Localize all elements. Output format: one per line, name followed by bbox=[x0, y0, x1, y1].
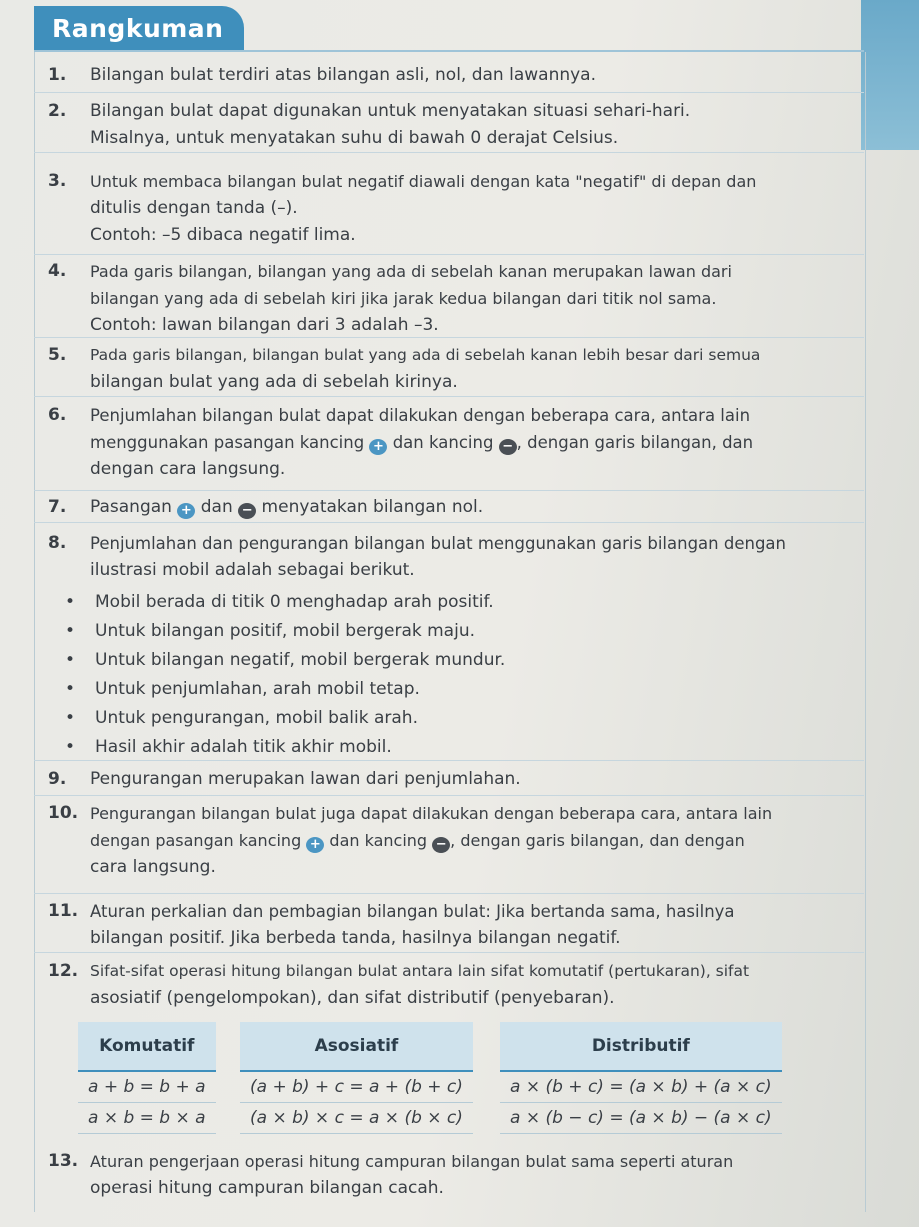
bullet-item: • Hasil akhir adalah titik akhir mobil. bbox=[95, 733, 505, 762]
item-text: Bilangan bulat dapat digunakan untuk menyatakan situasi sehari-hari. bbox=[90, 101, 691, 121]
item-text: dan kancing bbox=[329, 831, 428, 850]
item-text: menyatakan bilangan nol. bbox=[261, 497, 484, 517]
negative-chip-icon: − bbox=[432, 837, 450, 853]
item-text: Pengurangan merupakan lawan dari penjumlahan. bbox=[90, 769, 521, 789]
item-text: operasi hitung campuran bilangan cacah. bbox=[90, 1178, 444, 1198]
item-number: 8. bbox=[48, 533, 67, 553]
divider bbox=[34, 152, 864, 153]
bullet-list bbox=[95, 588, 505, 762]
table-cell: (a × b) × c = a × (b × c) bbox=[240, 1103, 473, 1134]
positive-chip-icon: + bbox=[306, 837, 324, 853]
divider bbox=[34, 893, 864, 894]
item-text: asosiatif (pengelompokan), dan sifat distributif (penyebaran). bbox=[90, 988, 615, 1008]
table-cell: a × b = b × a bbox=[78, 1103, 216, 1134]
item-text: Pasangan bbox=[90, 497, 172, 517]
item-text: bilangan positif. Jika berbeda tanda, hasilnya bilangan negatif. bbox=[90, 928, 621, 948]
associative-table bbox=[240, 1022, 473, 1134]
item-text: Untuk membaca bilangan bulat negatif diawali dengan kata "negatif" di depan dan bbox=[90, 172, 757, 191]
page-edge-tab bbox=[861, 0, 919, 150]
bullet-item: • Untuk bilangan negatif, mobil bergerak mundur. bbox=[95, 646, 505, 675]
item-text: ilustrasi mobil adalah sebagai berikut. bbox=[90, 560, 415, 580]
item-text: Bilangan bulat terdiri atas bilangan asli, nol, dan lawannya. bbox=[90, 65, 596, 85]
item-number: 2. bbox=[48, 101, 67, 121]
list-item bbox=[48, 98, 848, 152]
item-text: Penjumlahan bilangan bulat dapat dilakukan dengan beberapa cara, antara lain bbox=[90, 406, 751, 425]
divider bbox=[34, 254, 864, 255]
item-number: 6. bbox=[48, 405, 67, 425]
table-cell: a × (b + c) = (a × b) + (a × c) bbox=[500, 1071, 782, 1103]
item-number: 7. bbox=[48, 497, 67, 517]
table-cell: a × (b − c) = (a × b) − (a × c) bbox=[500, 1103, 782, 1134]
item-text: Pada garis bilangan, bilangan yang ada di sebelah kanan merupakan lawan dari bbox=[90, 262, 732, 281]
item-number: 3. bbox=[48, 171, 67, 191]
bullet-item: • Untuk penjumlahan, arah mobil tetap. bbox=[95, 675, 505, 704]
negative-chip-icon: − bbox=[238, 503, 256, 519]
item-text: , dengan garis bilangan, dan bbox=[516, 433, 754, 452]
item-text: menggunakan pasangan kancing bbox=[90, 433, 365, 452]
divider bbox=[34, 490, 864, 491]
list-item bbox=[48, 898, 848, 952]
distributive-table bbox=[500, 1022, 782, 1134]
item-text: Aturan pengerjaan operasi hitung campuran bilangan bulat sama seperti aturan bbox=[90, 1152, 734, 1171]
item-text: bilangan bulat yang ada di sebelah kirinya. bbox=[90, 372, 458, 392]
table-header: Distributif bbox=[500, 1022, 782, 1071]
item-text: dan bbox=[200, 497, 233, 517]
list-item bbox=[48, 62, 848, 89]
item-text: cara langsung. bbox=[90, 857, 216, 877]
list-item bbox=[48, 1148, 848, 1202]
table-cell: a + b = b + a bbox=[78, 1071, 216, 1103]
page-title: Rangkuman bbox=[52, 14, 224, 43]
list-item bbox=[48, 530, 848, 584]
item-number: 12. bbox=[48, 961, 79, 981]
negative-chip-icon: − bbox=[499, 439, 517, 455]
item-text: dan kancing bbox=[392, 433, 494, 452]
list-item bbox=[48, 958, 848, 1012]
item-text: dengan cara langsung. bbox=[90, 459, 286, 479]
item-number: 5. bbox=[48, 345, 67, 365]
positive-chip-icon: + bbox=[369, 439, 387, 455]
item-number: 4. bbox=[48, 261, 67, 281]
item-text: Contoh: –5 dibaca negatif lima. bbox=[90, 225, 356, 245]
divider bbox=[34, 92, 864, 93]
table-cell: (a + b) + c = a + (b + c) bbox=[240, 1071, 473, 1103]
item-text: dengan pasangan kancing bbox=[90, 831, 302, 850]
commutative-table bbox=[78, 1022, 216, 1134]
item-text: , dengan garis bilangan, dan dengan bbox=[450, 831, 745, 850]
item-number: 10. bbox=[48, 803, 79, 823]
positive-chip-icon: + bbox=[177, 503, 195, 519]
item-text: Contoh: lawan bilangan dari 3 adalah –3. bbox=[90, 315, 439, 335]
list-item bbox=[48, 258, 848, 339]
item-number: 13. bbox=[48, 1151, 79, 1171]
list-item bbox=[48, 168, 848, 249]
table-header: Komutatif bbox=[78, 1022, 216, 1071]
item-text: Penjumlahan dan pengurangan bilangan bulat menggunakan garis bilangan dengan bbox=[90, 534, 786, 553]
item-number: 1. bbox=[48, 65, 67, 85]
bullet-item: • Untuk pengurangan, mobil balik arah. bbox=[95, 704, 505, 733]
item-text: Misalnya, untuk menyatakan suhu di bawah 0 derajat Celsius. bbox=[90, 128, 619, 148]
item-text: Sifat-sifat operasi hitung bilangan bulat antara lain sifat komutatif (pertukaran), sifat bbox=[90, 962, 750, 980]
item-text: Pada garis bilangan, bilangan bulat yang ada di sebelah kanan lebih besar dari semua bbox=[90, 346, 761, 364]
list-item bbox=[48, 766, 848, 793]
list-item bbox=[48, 494, 848, 521]
list-item bbox=[48, 342, 848, 396]
item-number: 11. bbox=[48, 901, 79, 921]
divider bbox=[34, 522, 864, 523]
divider bbox=[34, 396, 864, 397]
divider bbox=[34, 952, 864, 953]
list-item bbox=[48, 800, 848, 881]
item-text: ditulis dengan tanda (–). bbox=[90, 198, 298, 218]
list-item bbox=[48, 402, 848, 483]
divider bbox=[34, 795, 864, 796]
item-text: Aturan perkalian dan pembagian bilangan bulat: Jika bertanda sama, hasilnya bbox=[90, 902, 735, 921]
item-number: 9. bbox=[48, 769, 67, 789]
bullet-item: • Mobil berada di titik 0 menghadap arah positif. bbox=[95, 588, 505, 617]
item-text: Pengurangan bilangan bulat juga dapat dilakukan dengan beberapa cara, antara lain bbox=[90, 804, 773, 823]
item-text: bilangan yang ada di sebelah kiri jika jarak kedua bilangan dari titik nol sama. bbox=[90, 289, 717, 308]
table-header: Asosiatif bbox=[240, 1022, 473, 1071]
bullet-item: • Untuk bilangan positif, mobil bergerak maju. bbox=[95, 617, 505, 646]
